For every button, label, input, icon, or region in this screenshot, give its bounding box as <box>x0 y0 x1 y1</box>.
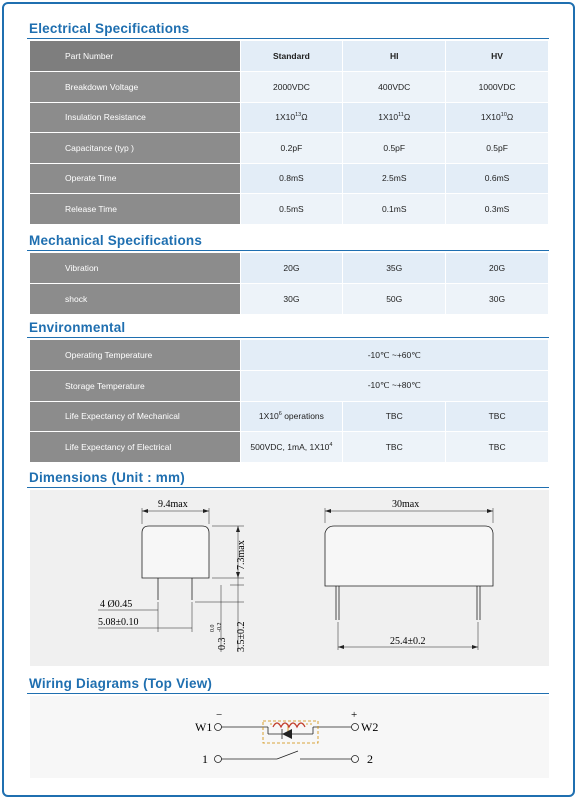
row-label: Storage Temperature <box>30 371 240 402</box>
cell: 0.8mS <box>240 163 343 194</box>
table-row <box>30 253 549 284</box>
dimensions-rule <box>27 487 549 488</box>
wiring-svg <box>30 696 549 778</box>
w1-terminal <box>215 724 222 731</box>
row-label: shock <box>30 284 240 315</box>
pin-length-label: 3.5±0.2 <box>236 621 247 652</box>
cell: 20G <box>446 253 549 284</box>
mechanical-table <box>30 253 549 315</box>
cell: TBC <box>446 401 549 432</box>
minus-label: − <box>216 709 223 721</box>
cell: 0.5pF <box>446 133 549 164</box>
cell: TBC <box>343 401 446 432</box>
wiring-diagram <box>30 696 549 778</box>
cell: 0.2pF <box>240 133 343 164</box>
diode-icon <box>282 729 292 739</box>
w2-label: W2 <box>361 720 379 734</box>
w2-terminal <box>352 724 359 731</box>
cell: 35G <box>343 253 446 284</box>
standoff-label: 0.3 <box>217 637 228 650</box>
table-row <box>30 284 549 315</box>
height-label: 7.3max <box>236 540 247 570</box>
cell: 500VDC, 1mA, $1X10^4$ <box>240 432 343 463</box>
row-label: Capacitance (typ ) <box>30 133 240 164</box>
table-row <box>30 340 549 371</box>
row-label: Operating Temperature <box>30 340 240 371</box>
table-row <box>30 432 549 463</box>
header-standard: Standard <box>240 41 343 72</box>
row-label: Life Expectancy of Mechanical <box>30 401 240 432</box>
pins-label: 4 Ø0.45 <box>100 599 133 610</box>
dimension-svg <box>30 490 549 666</box>
mechanical-rule <box>27 250 549 251</box>
plus-label: + <box>351 709 358 721</box>
table-row <box>30 194 549 225</box>
environmental-table <box>30 340 549 463</box>
cell: 0.1mS <box>343 194 446 225</box>
header-label: Part Number <box>30 41 240 72</box>
row-label: Vibration <box>30 253 240 284</box>
electrical-table <box>30 41 549 225</box>
electrical-rule <box>27 38 549 39</box>
mechanical-title: Mechanical Specifications <box>29 233 203 248</box>
table-row <box>30 401 549 432</box>
pin2-label: 2 <box>367 752 373 766</box>
cell: $1X10^6$ operations <box>240 401 343 432</box>
dimensions-drawing <box>30 490 549 666</box>
wiring-rule <box>27 693 549 694</box>
pitch-label: 5.08±0.10 <box>98 617 139 628</box>
cell: 0.5mS <box>240 194 343 225</box>
cell: $1X10^{10}\Omega$ <box>446 102 549 133</box>
standoff-tol-top: 0.0 <box>210 624 216 632</box>
cell: 20G <box>240 253 343 284</box>
standoff-tol-bot: -0.2 <box>217 622 223 632</box>
cell: 0.5pF <box>343 133 446 164</box>
header-hi: HI <box>343 41 446 72</box>
cell: 30G <box>446 284 549 315</box>
cell: 1000VDC <box>446 72 549 103</box>
front-body <box>142 526 209 578</box>
table-row <box>30 41 549 72</box>
cell: TBC <box>343 432 446 463</box>
header-hv: HV <box>446 41 549 72</box>
w1-label: W1 <box>195 720 213 734</box>
cell: -10℃ ~+60℃ <box>240 340 549 371</box>
row-label: Breakdown Voltage <box>30 72 240 103</box>
row-label: Operate Time <box>30 163 240 194</box>
cell: 30G <box>240 284 343 315</box>
pin1-label: 1 <box>202 752 208 766</box>
cell: $1X10^{13}\Omega$ <box>240 102 343 133</box>
switch-blade <box>277 751 298 759</box>
row-label: Release Time <box>30 194 240 225</box>
pin-span-label: 25.4±0.2 <box>390 636 426 647</box>
row-label: Life Expectancy of Electrical <box>30 432 240 463</box>
side-body <box>325 526 493 586</box>
table-row <box>30 371 549 402</box>
table-row <box>30 102 549 133</box>
dimensions-title: Dimensions (Unit : mm) <box>29 470 185 485</box>
table-row <box>30 163 549 194</box>
pin2-terminal <box>352 756 359 763</box>
wiring-title: Wiring Diagrams (Top View) <box>29 676 213 691</box>
cell: -10℃ ~+80℃ <box>240 371 549 402</box>
cell: 2.5mS <box>343 163 446 194</box>
cell: 50G <box>343 284 446 315</box>
cell: TBC <box>446 432 549 463</box>
cell: 2000VDC <box>240 72 343 103</box>
environmental-rule <box>27 337 549 338</box>
pin1-terminal <box>215 756 222 763</box>
environmental-title: Environmental <box>29 320 126 335</box>
electrical-title: Electrical Specifications <box>29 21 190 36</box>
coil-icon <box>273 723 305 727</box>
cell: 0.3mS <box>446 194 549 225</box>
table-row <box>30 133 549 164</box>
row-label: Insulation Resistance <box>30 102 240 133</box>
side-width-label: 30max <box>392 499 420 510</box>
front-width-label: 9.4max <box>158 499 188 510</box>
cell: $1X10^{11}\Omega$ <box>343 102 446 133</box>
cell: 0.6mS <box>446 163 549 194</box>
table-row <box>30 72 549 103</box>
cell: 400VDC <box>343 72 446 103</box>
